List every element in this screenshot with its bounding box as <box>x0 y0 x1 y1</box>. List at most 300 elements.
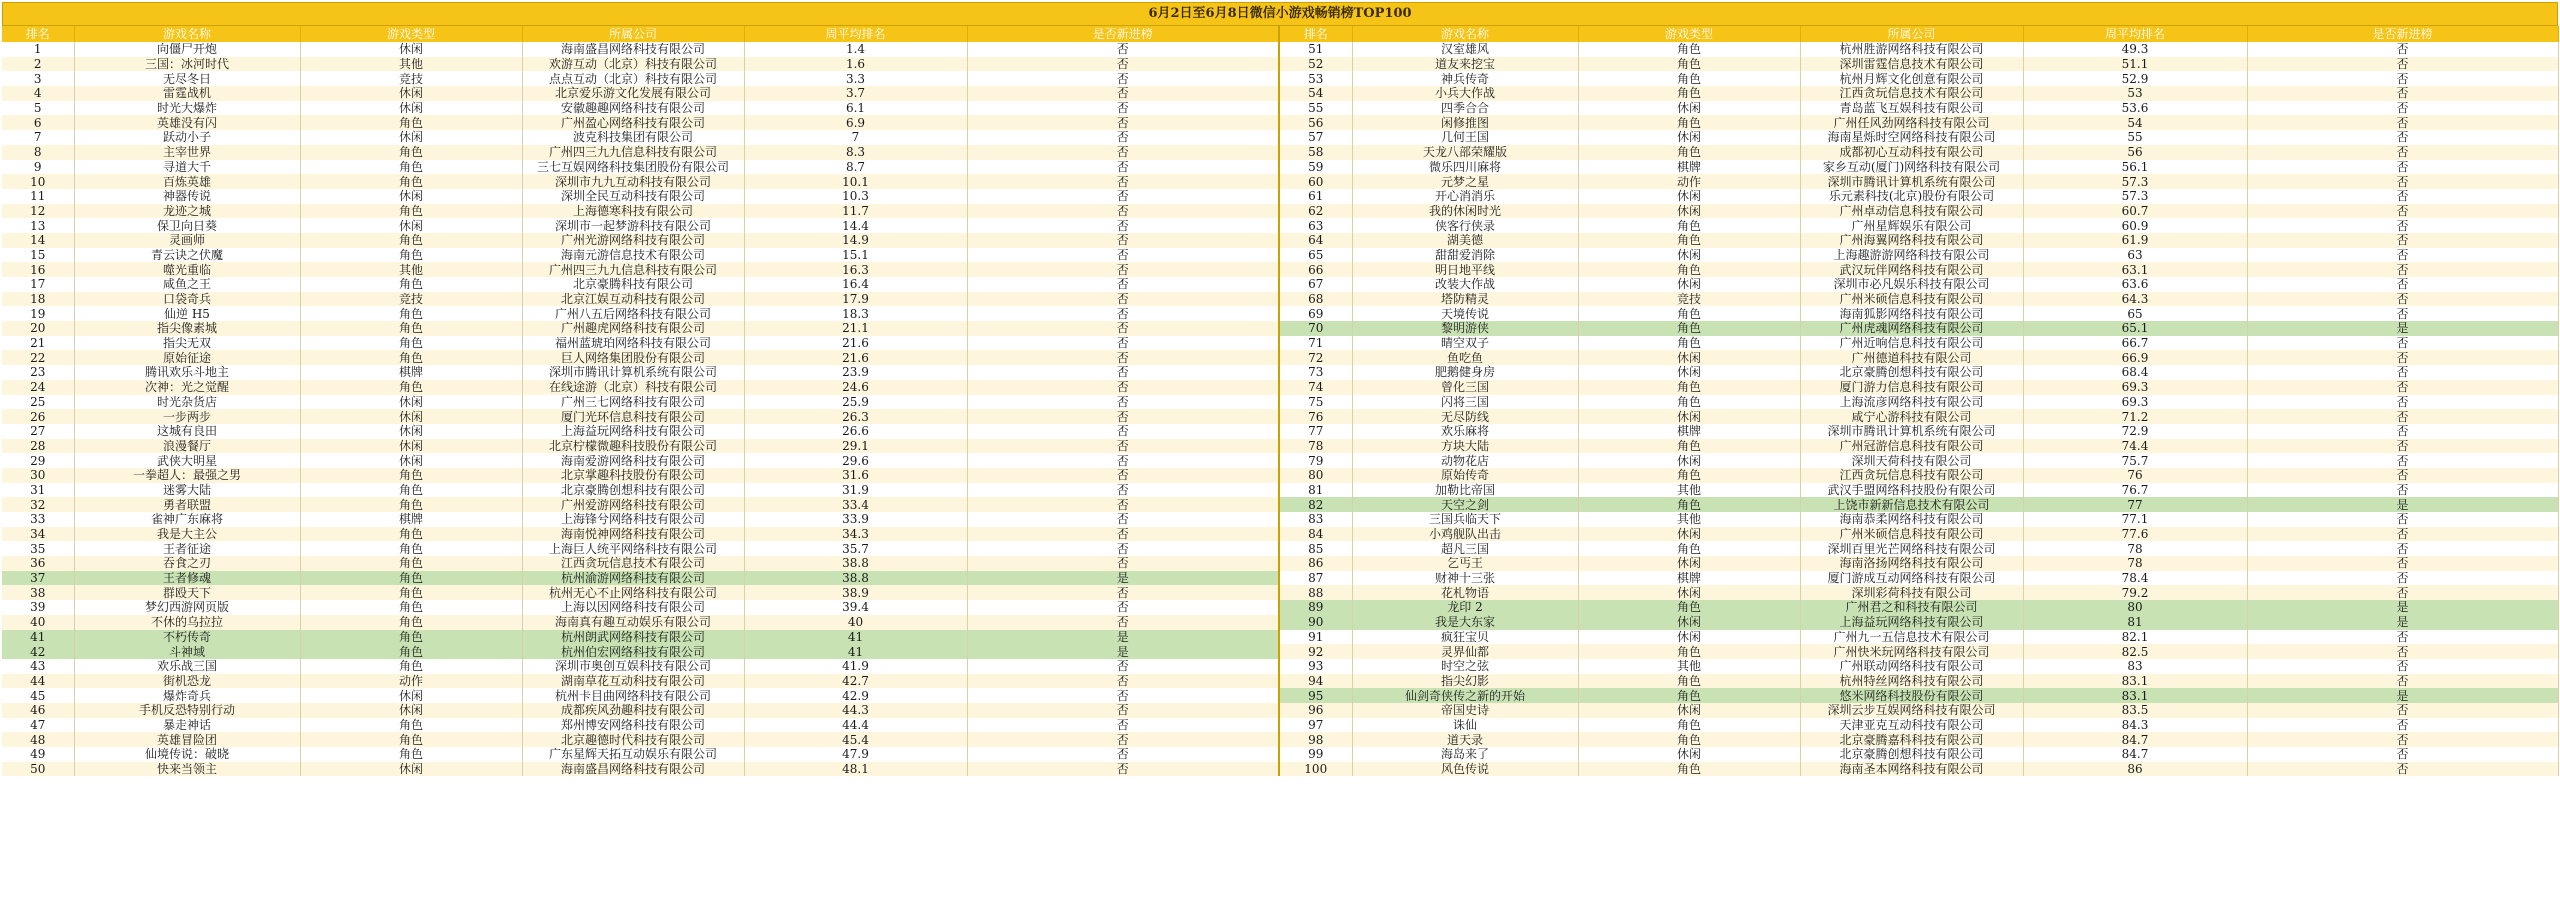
table-row <box>2 424 2558 439</box>
cell-game-name: 次神：光之觉醒 <box>74 380 300 395</box>
cell-game-name: 仙剑奇侠传之新的开始 <box>1352 688 1578 703</box>
cell-rank: 51 <box>1279 42 1352 57</box>
cell-game-name: 浪漫餐厅 <box>74 439 300 454</box>
header-is-new: 是否新进榜 <box>2247 26 2558 42</box>
cell-game-name: 闲修推图 <box>1352 115 1578 130</box>
cell-avg-rank: 15.1 <box>744 248 967 263</box>
cell-is-new: 否 <box>2247 380 2558 395</box>
cell-rank: 5 <box>2 101 74 116</box>
cell-is-new: 否 <box>967 350 1279 365</box>
cell-avg-rank: 77.6 <box>2023 527 2247 542</box>
cell-avg-rank: 38.8 <box>744 571 967 586</box>
cell-avg-rank: 21.6 <box>744 350 967 365</box>
cell-is-new: 否 <box>967 453 1279 468</box>
cell-game-name: 微乐四川麻将 <box>1352 160 1578 175</box>
cell-rank: 97 <box>1279 718 1352 733</box>
cell-game-type: 棋牌 <box>1578 160 1800 175</box>
cell-game-name: 海岛来了 <box>1352 747 1578 762</box>
cell-company: 海南元游信息技术有限公司 <box>522 248 744 263</box>
cell-game-type: 角色 <box>1578 57 1800 72</box>
cell-game-name: 王者征途 <box>74 541 300 556</box>
cell-company: 广州趣虎网络科技有限公司 <box>522 321 744 336</box>
cell-avg-rank: 8.7 <box>744 160 967 175</box>
cell-rank: 41 <box>2 630 74 645</box>
cell-game-type: 角色 <box>1578 644 1800 659</box>
cell-is-new: 是 <box>967 644 1279 659</box>
cell-is-new: 否 <box>2247 218 2558 233</box>
cell-company: 广州九一五信息技术有限公司 <box>1800 630 2023 645</box>
cell-company: 海南盛昌网络科技有限公司 <box>522 762 744 777</box>
cell-is-new: 否 <box>2247 571 2558 586</box>
cell-game-name: 噬光重临 <box>74 262 300 277</box>
cell-avg-rank: 16.3 <box>744 262 967 277</box>
cell-game-name: 龙迹之城 <box>74 204 300 219</box>
cell-game-type: 休闲 <box>1578 703 1800 718</box>
cell-company: 安徽趣趣网络科技有限公司 <box>522 101 744 116</box>
cell-company: 海南恭柔网络科技有限公司 <box>1800 512 2023 527</box>
cell-rank: 19 <box>2 306 74 321</box>
cell-game-type: 休闲 <box>300 439 522 454</box>
cell-rank: 2 <box>2 57 74 72</box>
cell-avg-rank: 65.1 <box>2023 321 2247 336</box>
cell-avg-rank: 60.9 <box>2023 218 2247 233</box>
cell-game-type: 其他 <box>1578 512 1800 527</box>
table-row <box>2 409 2558 424</box>
cell-avg-rank: 24.6 <box>744 380 967 395</box>
cell-rank: 71 <box>1279 336 1352 351</box>
cell-game-type: 角色 <box>1578 762 1800 777</box>
cell-rank: 93 <box>1279 659 1352 674</box>
cell-avg-rank: 66.9 <box>2023 350 2247 365</box>
cell-game-type: 其他 <box>300 57 522 72</box>
cell-avg-rank: 83 <box>2023 659 2247 674</box>
cell-avg-rank: 8.3 <box>744 145 967 160</box>
cell-avg-rank: 84.3 <box>2023 718 2247 733</box>
cell-company: 成都疾风劲趣科技有限公司 <box>522 703 744 718</box>
cell-game-type: 角色 <box>1578 42 1800 57</box>
cell-avg-rank: 21.6 <box>744 336 967 351</box>
cell-is-new: 否 <box>2247 718 2558 733</box>
cell-game-name: 暴走神话 <box>74 718 300 733</box>
cell-company: 广州君之和科技有限公司 <box>1800 600 2023 615</box>
cell-game-name: 湖美德 <box>1352 233 1578 248</box>
cell-game-name: 时光大爆炸 <box>74 101 300 116</box>
cell-company: 江西贪玩信息技术有限公司 <box>522 556 744 571</box>
cell-game-type: 角色 <box>300 277 522 292</box>
cell-company: 深圳天荷科技有限公司 <box>1800 453 2023 468</box>
cell-game-name: 神兵传奇 <box>1352 71 1578 86</box>
cell-rank: 54 <box>1279 86 1352 101</box>
ranking-sheet <box>2 2 2558 776</box>
cell-game-type: 角色 <box>300 350 522 365</box>
cell-game-type: 休闲 <box>1578 453 1800 468</box>
header-company: 所属公司 <box>522 26 744 42</box>
page-title: 6月2日至6月8日微信小游戏畅销榜TOP100 <box>2 2 2558 26</box>
cell-is-new: 否 <box>2247 306 2558 321</box>
cell-is-new: 否 <box>2247 644 2558 659</box>
cell-is-new: 否 <box>967 747 1279 762</box>
cell-company: 江西贪玩信息科技有限公司 <box>1800 468 2023 483</box>
cell-game-type: 休闲 <box>300 101 522 116</box>
cell-company: 深圳市必凡娱乐科技有限公司 <box>1800 277 2023 292</box>
cell-game-name: 几何王国 <box>1352 130 1578 145</box>
cell-is-new: 否 <box>967 483 1279 498</box>
cell-rank: 81 <box>1279 483 1352 498</box>
cell-game-name: 百炼英雄 <box>74 174 300 189</box>
cell-rank: 23 <box>2 365 74 380</box>
cell-game-name: 欢乐战三国 <box>74 659 300 674</box>
cell-avg-rank: 55 <box>2023 130 2247 145</box>
cell-is-new: 否 <box>967 395 1279 410</box>
cell-rank: 83 <box>1279 512 1352 527</box>
cell-game-type: 角色 <box>1578 600 1800 615</box>
cell-company: 家乡互动(厦门)网络科技有限公司 <box>1800 160 2023 175</box>
cell-rank: 31 <box>2 483 74 498</box>
cell-rank: 53 <box>1279 71 1352 86</box>
cell-game-name: 超凡三国 <box>1352 541 1578 556</box>
cell-game-name: 汉室雄风 <box>1352 42 1578 57</box>
cell-game-name: 时空之弦 <box>1352 659 1578 674</box>
table-row <box>2 218 2558 233</box>
cell-rank: 47 <box>2 718 74 733</box>
cell-rank: 1 <box>2 42 74 57</box>
cell-game-name: 道友来挖宝 <box>1352 57 1578 72</box>
cell-game-type: 角色 <box>300 174 522 189</box>
cell-company: 北京豪腾创想科技有限公司 <box>522 483 744 498</box>
cell-company: 北京趣德时代科技有限公司 <box>522 732 744 747</box>
cell-game-name: 仙逆 H5 <box>74 306 300 321</box>
cell-rank: 40 <box>2 615 74 630</box>
cell-rank: 94 <box>1279 674 1352 689</box>
cell-game-name: 口袋奇兵 <box>74 292 300 307</box>
cell-rank: 64 <box>1279 233 1352 248</box>
cell-game-type: 角色 <box>1578 732 1800 747</box>
cell-rank: 7 <box>2 130 74 145</box>
cell-avg-rank: 71.2 <box>2023 409 2247 424</box>
cell-company: 深圳百里光芒网络科技有限公司 <box>1800 541 2023 556</box>
cell-game-name: 塔防精灵 <box>1352 292 1578 307</box>
cell-game-type: 角色 <box>300 659 522 674</box>
cell-is-new: 否 <box>2247 703 2558 718</box>
cell-rank: 84 <box>1279 527 1352 542</box>
cell-game-name: 加勒比帝国 <box>1352 483 1578 498</box>
cell-avg-rank: 35.7 <box>744 541 967 556</box>
cell-avg-rank: 78.4 <box>2023 571 2247 586</box>
cell-company: 深圳市奥创互娱科技有限公司 <box>522 659 744 674</box>
cell-is-new: 否 <box>967 292 1279 307</box>
cell-company: 广州任风劲网络科技有限公司 <box>1800 115 2023 130</box>
cell-company: 武汉手盟网络科技股份有限公司 <box>1800 483 2023 498</box>
cell-company: 北京掌趣科技股份有限公司 <box>522 468 744 483</box>
header-game-type: 游戏类型 <box>300 26 522 42</box>
cell-game-type: 角色 <box>300 468 522 483</box>
cell-game-name: 天龙八部荣耀版 <box>1352 145 1578 160</box>
cell-is-new: 否 <box>2247 527 2558 542</box>
cell-company: 北京豪腾嘉科科技有限公司 <box>1800 732 2023 747</box>
cell-is-new: 否 <box>967 703 1279 718</box>
cell-is-new: 否 <box>967 204 1279 219</box>
cell-game-type: 角色 <box>1578 468 1800 483</box>
cell-avg-rank: 17.9 <box>744 292 967 307</box>
cell-avg-rank: 75.7 <box>2023 453 2247 468</box>
cell-game-type: 角色 <box>1578 86 1800 101</box>
cell-game-type: 角色 <box>300 483 522 498</box>
cell-game-type: 其他 <box>1578 483 1800 498</box>
table-row <box>2 615 2558 630</box>
cell-game-name: 梦幻西游网页版 <box>74 600 300 615</box>
table-row <box>2 204 2558 219</box>
cell-company: 广东星辉天拓互动娱乐有限公司 <box>522 747 744 762</box>
table-row <box>2 585 2558 600</box>
cell-game-name: 迷雾大陆 <box>74 483 300 498</box>
cell-is-new: 否 <box>2247 395 2558 410</box>
cell-avg-rank: 84.7 <box>2023 747 2247 762</box>
cell-game-type: 角色 <box>1578 674 1800 689</box>
header-game-name: 游戏名称 <box>74 26 300 42</box>
cell-rank: 27 <box>2 424 74 439</box>
cell-game-name: 爆炸奇兵 <box>74 688 300 703</box>
cell-game-type: 休闲 <box>1578 189 1800 204</box>
cell-game-name: 手机反恐特别行动 <box>74 703 300 718</box>
cell-game-name: 这城有良田 <box>74 424 300 439</box>
cell-company: 郑州博安网络科技有限公司 <box>522 718 744 733</box>
cell-company: 成都初心互动科技有限公司 <box>1800 145 2023 160</box>
cell-is-new: 否 <box>967 674 1279 689</box>
cell-is-new: 是 <box>2247 615 2558 630</box>
cell-rank: 21 <box>2 336 74 351</box>
cell-avg-rank: 82.1 <box>2023 630 2247 645</box>
cell-game-type: 角色 <box>1578 541 1800 556</box>
cell-company: 杭州朗武网络科技有限公司 <box>522 630 744 645</box>
cell-rank: 11 <box>2 189 74 204</box>
cell-game-name: 四季合合 <box>1352 101 1578 116</box>
cell-is-new: 否 <box>967 277 1279 292</box>
cell-is-new: 否 <box>2247 468 2558 483</box>
cell-avg-rank: 44.4 <box>744 718 967 733</box>
cell-company: 悠米网络科技股份有限公司 <box>1800 688 2023 703</box>
cell-game-name: 咸鱼之王 <box>74 277 300 292</box>
cell-game-type: 其他 <box>300 262 522 277</box>
cell-rank: 82 <box>1279 497 1352 512</box>
cell-rank: 49 <box>2 747 74 762</box>
cell-avg-rank: 42.9 <box>744 688 967 703</box>
cell-game-name: 帝国史诗 <box>1352 703 1578 718</box>
cell-company: 广州米硕信息科技有限公司 <box>1800 527 2023 542</box>
cell-avg-rank: 54 <box>2023 115 2247 130</box>
cell-company: 深圳云步互娱网络科技有限公司 <box>1800 703 2023 718</box>
cell-game-type: 角色 <box>300 336 522 351</box>
cell-game-name: 曾化三国 <box>1352 380 1578 395</box>
cell-rank: 87 <box>1279 571 1352 586</box>
table-row <box>2 600 2558 615</box>
table-row <box>2 189 2558 204</box>
cell-game-name: 晴空双子 <box>1352 336 1578 351</box>
cell-avg-rank: 51.1 <box>2023 57 2247 72</box>
cell-avg-rank: 26.6 <box>744 424 967 439</box>
cell-rank: 4 <box>2 86 74 101</box>
cell-rank: 48 <box>2 732 74 747</box>
cell-company: 厦门光环信息科技有限公司 <box>522 409 744 424</box>
cell-game-type: 棋牌 <box>300 365 522 380</box>
header-rank: 排名 <box>1279 26 1352 42</box>
cell-is-new: 否 <box>967 600 1279 615</box>
cell-company: 深圳市腾讯计算机系统有限公司 <box>1800 174 2023 189</box>
table-row <box>2 365 2558 380</box>
cell-company: 上海益玩网络科技有限公司 <box>522 424 744 439</box>
cell-game-type: 角色 <box>1578 336 1800 351</box>
cell-is-new: 否 <box>967 174 1279 189</box>
cell-is-new: 否 <box>967 306 1279 321</box>
cell-rank: 85 <box>1279 541 1352 556</box>
cell-avg-rank: 76 <box>2023 468 2247 483</box>
cell-game-name: 不朽传奇 <box>74 630 300 645</box>
cell-game-type: 休闲 <box>1578 615 1800 630</box>
cell-is-new: 否 <box>2247 409 2558 424</box>
cell-rank: 61 <box>1279 189 1352 204</box>
cell-game-type: 其他 <box>1578 659 1800 674</box>
cell-company: 广州盈心网络科技有限公司 <box>522 115 744 130</box>
cell-avg-rank: 53 <box>2023 86 2247 101</box>
cell-rank: 72 <box>1279 350 1352 365</box>
table-row <box>2 468 2558 483</box>
cell-game-type: 角色 <box>300 527 522 542</box>
cell-avg-rank: 41 <box>744 644 967 659</box>
cell-is-new: 是 <box>2247 688 2558 703</box>
table-row <box>2 174 2558 189</box>
cell-game-type: 竞技 <box>300 292 522 307</box>
cell-is-new: 否 <box>967 57 1279 72</box>
cell-game-name: 诛仙 <box>1352 718 1578 733</box>
cell-avg-rank: 63.1 <box>2023 262 2247 277</box>
cell-game-name: 雀神广东麻将 <box>74 512 300 527</box>
cell-game-type: 角色 <box>300 248 522 263</box>
cell-avg-rank: 84.7 <box>2023 732 2247 747</box>
cell-is-new: 否 <box>967 424 1279 439</box>
cell-rank: 15 <box>2 248 74 263</box>
cell-is-new: 否 <box>967 262 1279 277</box>
cell-company: 深圳市腾讯计算机系统有限公司 <box>1800 424 2023 439</box>
cell-rank: 12 <box>2 204 74 219</box>
cell-game-name: 勇者联盟 <box>74 497 300 512</box>
cell-rank: 10 <box>2 174 74 189</box>
cell-rank: 67 <box>1279 277 1352 292</box>
cell-company: 乐元素科技(北京)股份有限公司 <box>1800 189 2023 204</box>
cell-is-new: 否 <box>2247 248 2558 263</box>
cell-is-new: 否 <box>967 86 1279 101</box>
cell-is-new: 否 <box>967 218 1279 233</box>
cell-avg-rank: 47.9 <box>744 747 967 762</box>
table-row <box>2 483 2558 498</box>
cell-game-type: 角色 <box>1578 688 1800 703</box>
cell-rank: 78 <box>1279 439 1352 454</box>
cell-game-name: 花札物语 <box>1352 585 1578 600</box>
cell-game-name: 风色传说 <box>1352 762 1578 777</box>
cell-game-name: 不休的乌拉拉 <box>74 615 300 630</box>
cell-company: 上海德寒科技有限公司 <box>522 204 744 219</box>
cell-avg-rank: 33.4 <box>744 497 967 512</box>
cell-company: 杭州特丝网络科技有限公司 <box>1800 674 2023 689</box>
cell-is-new: 否 <box>2247 233 2558 248</box>
cell-rank: 55 <box>1279 101 1352 116</box>
cell-rank: 16 <box>2 262 74 277</box>
cell-avg-rank: 63.6 <box>2023 277 2247 292</box>
cell-game-name: 武侠大明星 <box>74 453 300 468</box>
cell-game-type: 角色 <box>1578 262 1800 277</box>
cell-game-type: 休闲 <box>1578 527 1800 542</box>
cell-company: 北京豪腾科技有限公司 <box>522 277 744 292</box>
cell-avg-rank: 53.6 <box>2023 101 2247 116</box>
cell-company: 海南狐影网络科技有限公司 <box>1800 306 2023 321</box>
table-row <box>2 248 2558 263</box>
cell-rank: 18 <box>2 292 74 307</box>
header-rank: 排名 <box>2 26 74 42</box>
cell-game-type: 棋牌 <box>1578 424 1800 439</box>
table-row <box>2 233 2558 248</box>
table-row <box>2 350 2558 365</box>
cell-rank: 9 <box>2 160 74 175</box>
cell-rank: 100 <box>1279 762 1352 777</box>
cell-game-name: 群殴天下 <box>74 585 300 600</box>
cell-company: 海南洛扬网络科技有限公司 <box>1800 556 2023 571</box>
cell-company: 北京江娱互动科技有限公司 <box>522 292 744 307</box>
cell-rank: 20 <box>2 321 74 336</box>
cell-avg-rank: 6.1 <box>744 101 967 116</box>
cell-rank: 80 <box>1279 468 1352 483</box>
cell-game-type: 角色 <box>300 615 522 630</box>
cell-is-new: 否 <box>967 439 1279 454</box>
cell-avg-rank: 29.6 <box>744 453 967 468</box>
cell-rank: 91 <box>1279 630 1352 645</box>
cell-game-type: 休闲 <box>1578 409 1800 424</box>
cell-avg-rank: 49.3 <box>2023 42 2247 57</box>
cell-is-new: 否 <box>2247 145 2558 160</box>
cell-avg-rank: 26.3 <box>744 409 967 424</box>
table-row <box>2 395 2558 410</box>
cell-game-type: 角色 <box>300 556 522 571</box>
cell-avg-rank: 38.8 <box>744 556 967 571</box>
cell-avg-rank: 3.3 <box>744 71 967 86</box>
cell-avg-rank: 78 <box>2023 556 2247 571</box>
cell-company: 广州八五后网络科技有限公司 <box>522 306 744 321</box>
cell-rank: 76 <box>1279 409 1352 424</box>
cell-game-type: 休闲 <box>1578 556 1800 571</box>
cell-game-name: 指尖无双 <box>74 336 300 351</box>
cell-game-name: 鱼吃鱼 <box>1352 350 1578 365</box>
cell-avg-rank: 83.1 <box>2023 674 2247 689</box>
cell-game-type: 休闲 <box>1578 130 1800 145</box>
table-row <box>2 292 2558 307</box>
cell-is-new: 否 <box>2247 71 2558 86</box>
cell-company: 上饶市新新信息技术有限公司 <box>1800 497 2023 512</box>
cell-company: 湖南草花互动科技有限公司 <box>522 674 744 689</box>
cell-game-name: 青云诀之伏魔 <box>74 248 300 263</box>
cell-game-type: 角色 <box>1578 218 1800 233</box>
cell-game-type: 角色 <box>1578 71 1800 86</box>
cell-avg-rank: 86 <box>2023 762 2247 777</box>
cell-game-type: 角色 <box>1578 395 1800 410</box>
cell-company: 巨人网络集团股份有限公司 <box>522 350 744 365</box>
cell-game-type: 角色 <box>300 380 522 395</box>
cell-company: 广州爱游网络科技有限公司 <box>522 497 744 512</box>
table-row <box>2 130 2558 145</box>
cell-avg-rank: 63 <box>2023 248 2247 263</box>
cell-rank: 56 <box>1279 115 1352 130</box>
cell-rank: 77 <box>1279 424 1352 439</box>
cell-rank: 86 <box>1279 556 1352 571</box>
table-row <box>2 541 2558 556</box>
cell-game-type: 角色 <box>300 630 522 645</box>
cell-company: 广州海翼网络科技有限公司 <box>1800 233 2023 248</box>
